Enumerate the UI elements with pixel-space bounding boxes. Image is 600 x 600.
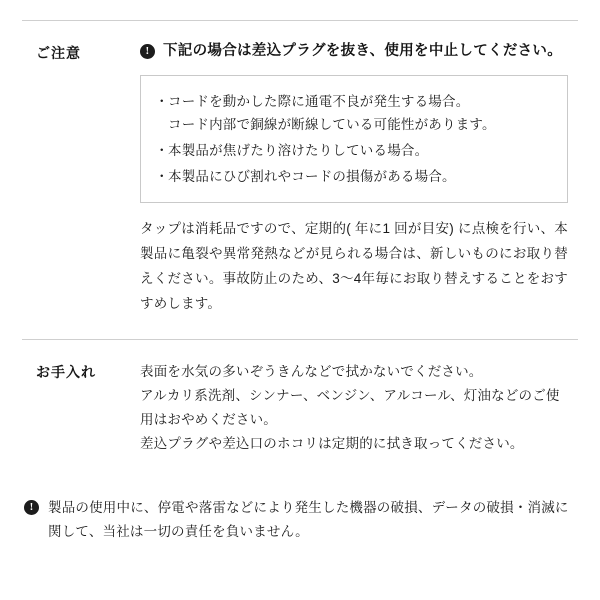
footer-disclaimer-text: 製品の使用中に、停電や落雷などにより発生した機器の破損、データの破損・消滅に関して、当社は一切の責任を負いません。 <box>48 500 569 540</box>
table-row-care <box>22 340 578 479</box>
caution-bullet-list <box>155 90 553 189</box>
bullet-marker-icon: ・ <box>155 168 169 184</box>
exclamation-circle-icon: ! <box>24 500 39 515</box>
section-label-caution: ご注意 <box>22 21 140 340</box>
bullet-marker-icon: ・ <box>155 143 169 158</box>
list-item <box>155 165 553 189</box>
caution-headline-text: 下記の場合は差込プラグを抜き、使用を中止してください。 <box>163 43 563 59</box>
caution-headline <box>140 41 568 63</box>
section-body-care <box>140 340 578 479</box>
section-body-caution <box>140 21 578 340</box>
list-item-sub: コード内部で銅線が断線している可能性があります。 <box>168 117 496 133</box>
section-label-care: お手入れ <box>22 340 140 479</box>
list-item <box>155 139 553 163</box>
list-item-main: コードを動かした際に通電不良が発生する場合。 <box>168 93 470 109</box>
caution-bullet-box <box>140 75 568 204</box>
list-item-main: 本製品にひび割れやコードの損傷がある場合。 <box>168 168 456 184</box>
care-line: 表面を水気の多いぞうきんなどで拭かないでください。 <box>140 364 483 380</box>
care-line: 差込プラグや差込口のホコリは定期的に拭き取ってください。 <box>140 436 524 452</box>
list-item-main: 本製品が焦げたり溶けたりしている場合。 <box>168 143 429 158</box>
notice-table <box>22 20 578 478</box>
exclamation-circle-icon: ! <box>140 44 155 59</box>
table-row-caution <box>22 21 578 340</box>
footer-disclaimer <box>22 496 578 545</box>
list-item <box>155 90 553 137</box>
caution-paragraph: タップは消耗品ですので、定期的( 年に1 回が目安) に点検を行い、本製品に亀裂や異常発熱などが見られる場合は、新しいものにお取り替えください。事故防止のため、3〜4年毎にお取り替えすることをおすすめします。 <box>140 221 568 312</box>
bullet-marker-icon: ・ <box>155 93 169 109</box>
care-line: アルカリ系洗剤、シンナー、ベンジン、アルコール、灯油などのご使用はおやめください。 <box>140 388 560 428</box>
